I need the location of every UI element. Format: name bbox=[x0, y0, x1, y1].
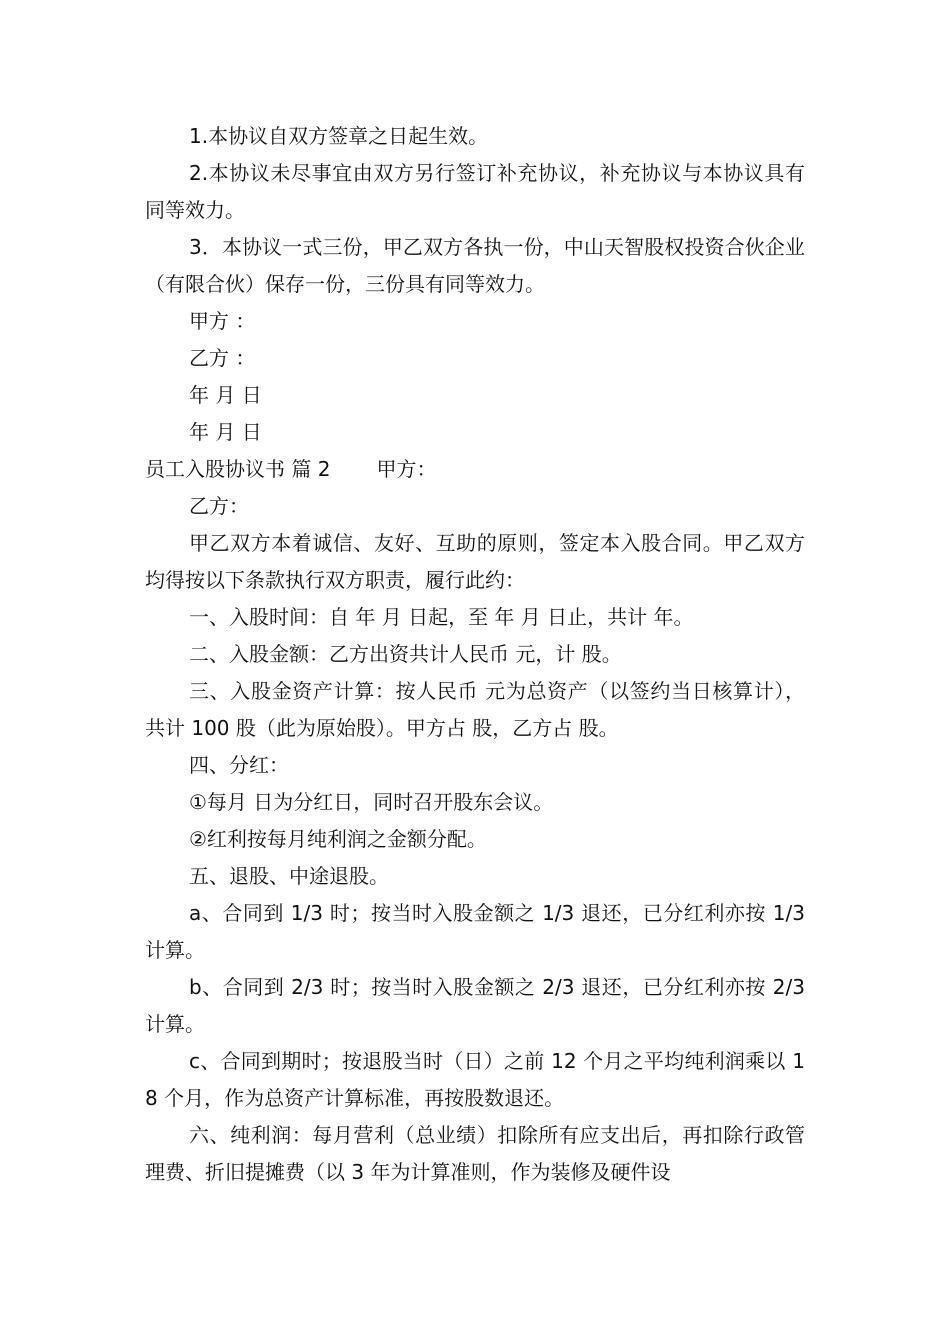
clause-6-profit: 六、纯利润：每月营利（总业绩）扣除所有应支出后，再扣除行政管理费、折旧提摊费（以 3 年为计算准则，作为装修及硬件设 bbox=[145, 1123, 805, 1184]
signature-date-b: 年 月 日 bbox=[189, 420, 262, 444]
section-title: 员工入股协议书 篇 2 bbox=[145, 457, 331, 481]
clause-4-item-2: ②红利按每月纯利润之金额分配。 bbox=[189, 827, 487, 851]
signature-date-a: 年 月 日 bbox=[189, 383, 262, 407]
clause-5-withdraw: 五、退股、中途退股。 bbox=[189, 864, 389, 888]
paragraph-effective: 1.本协议自双方签章之日起生效。 bbox=[189, 124, 489, 148]
section-heading bbox=[145, 451, 805, 488]
section-party-a: 甲方： bbox=[376, 457, 437, 481]
paragraph-intro: 甲乙双方本着诚信、友好、互助的原则，签定本入股合同。甲乙双方均得按以下条款执行双方职责，履行此约： bbox=[145, 531, 805, 592]
signature-party-a: 甲方 ： bbox=[189, 309, 256, 333]
clause-5-item-a: a、合同到 1/3 时；按当时入股金额之 1/3 退还，已分红利亦按 1/3 计算。 bbox=[145, 901, 805, 962]
clause-5-item-c: c、合同到期时；按退股当时（日）之前 12 个月之平均纯利润乘以 18 个月，作为总资产计算标准，再按股数退还。 bbox=[145, 1049, 805, 1110]
clause-3-assets: 三、入股金资产计算：按人民币 元为总资产（以签约当日核算计），共计 100 股（此为原始股）。甲方占 股，乙方占 股。 bbox=[145, 679, 805, 740]
paragraph-copies: 3．本协议一式三份，甲乙双方各执一份，中山天智股权投资合伙企业（有限合伙）保存一份，三份具有同等效力。 bbox=[145, 235, 805, 296]
clause-2-amount: 二、入股金额：乙方出资共计人民币 元，计 股。 bbox=[189, 642, 622, 666]
clause-4-item-1: ①每月 日为分红日，同时召开股东会议。 bbox=[189, 790, 554, 814]
signature-party-b: 乙方 ： bbox=[189, 346, 256, 370]
clause-4-dividend: 四、分红： bbox=[189, 753, 289, 777]
document-page bbox=[145, 118, 805, 1191]
paragraph-supplement: 2.本协议未尽事宜由双方另行签订补充协议，补充协议与本协议具有同等效力。 bbox=[145, 161, 805, 222]
clause-5-item-b: b、合同到 2/3 时；按当时入股金额之 2/3 退还，已分红利亦按 2/3 计算。 bbox=[145, 975, 805, 1036]
party-b-label: 乙方： bbox=[189, 494, 249, 518]
clause-1-time: 一、入股时间：自 年 月 日起，至 年 月 日止，共计 年。 bbox=[189, 605, 694, 629]
